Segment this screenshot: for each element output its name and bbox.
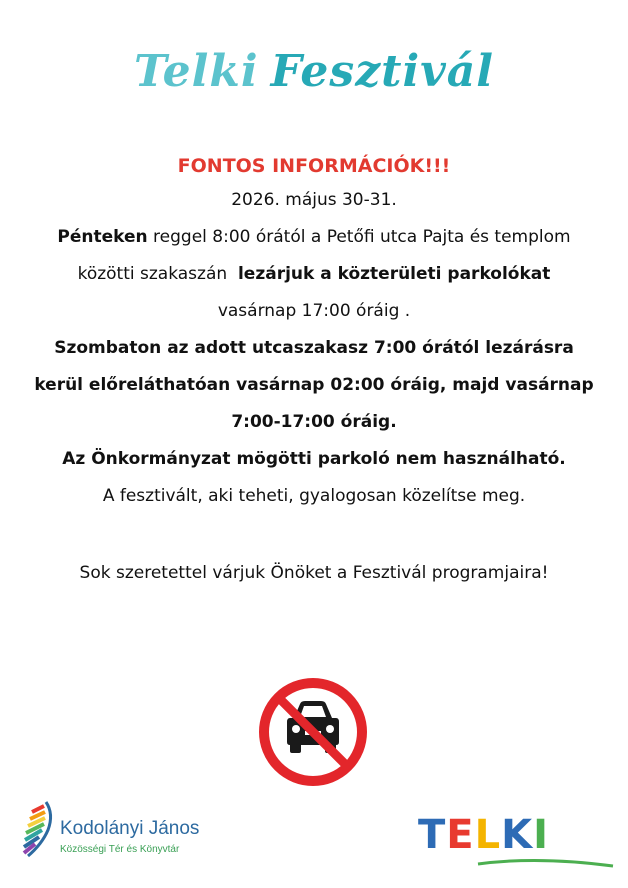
notice-line-parking: Az Önkormányzat mögötti parkoló nem használható. bbox=[62, 449, 566, 469]
friday-label: Pénteken bbox=[57, 227, 148, 247]
notice-line-sunday: vasárnap 17:00 óráig . bbox=[217, 301, 411, 321]
telki-letter: K bbox=[501, 812, 534, 858]
logo-word-fesztival: Fesztivál bbox=[270, 46, 495, 97]
closure-text: lezárjuk a közterületi parkolókat bbox=[237, 264, 551, 284]
telki-letter: L bbox=[474, 812, 502, 858]
notice-line-hours: 7:00-17:00 óráig. bbox=[231, 412, 397, 432]
logo-word-telki: Telki bbox=[133, 46, 259, 97]
kodolanyi-subtitle: Közösségi Tér és Könyvtár bbox=[60, 844, 180, 855]
telki-letter: T bbox=[418, 812, 447, 858]
notice-line-expected: kerül előreláthatóan vasárnap 02:00 óráig, majd vasárnap bbox=[34, 375, 594, 395]
no-parking-car-icon bbox=[257, 676, 369, 788]
notice-content bbox=[0, 150, 628, 592]
notice-line-section bbox=[0, 256, 628, 293]
telki-logo bbox=[418, 812, 618, 872]
feather-icon bbox=[18, 800, 58, 866]
section-text: közötti szakaszán bbox=[77, 264, 238, 284]
notice-line-walk: A fesztivált, aki teheti, gyalogosan közelítse meg. bbox=[102, 486, 526, 506]
telki-letter: I bbox=[533, 812, 550, 858]
kodolanyi-name: Kodolányi János bbox=[60, 818, 200, 839]
notice-date: 2026. május 30-31. bbox=[231, 190, 397, 210]
telki-letter: E bbox=[446, 812, 475, 858]
notice-line-saturday: Szombaton az adott utcaszakasz 7:00 órától lezárásra bbox=[54, 338, 574, 358]
notice-line-friday bbox=[0, 219, 628, 256]
notice-heading: FONTOS INFORMÁCIÓK!!! bbox=[177, 155, 451, 177]
friday-text: reggel 8:00 órától a Petőfi utca Pajta és templom bbox=[147, 227, 571, 247]
notice-closing: Sok szeretettel várjuk Önöket a Fesztivál programjaira! bbox=[79, 563, 549, 583]
kodolanyi-logo bbox=[18, 800, 238, 866]
swoosh-icon bbox=[418, 852, 618, 872]
festival-logo bbox=[0, 42, 628, 102]
